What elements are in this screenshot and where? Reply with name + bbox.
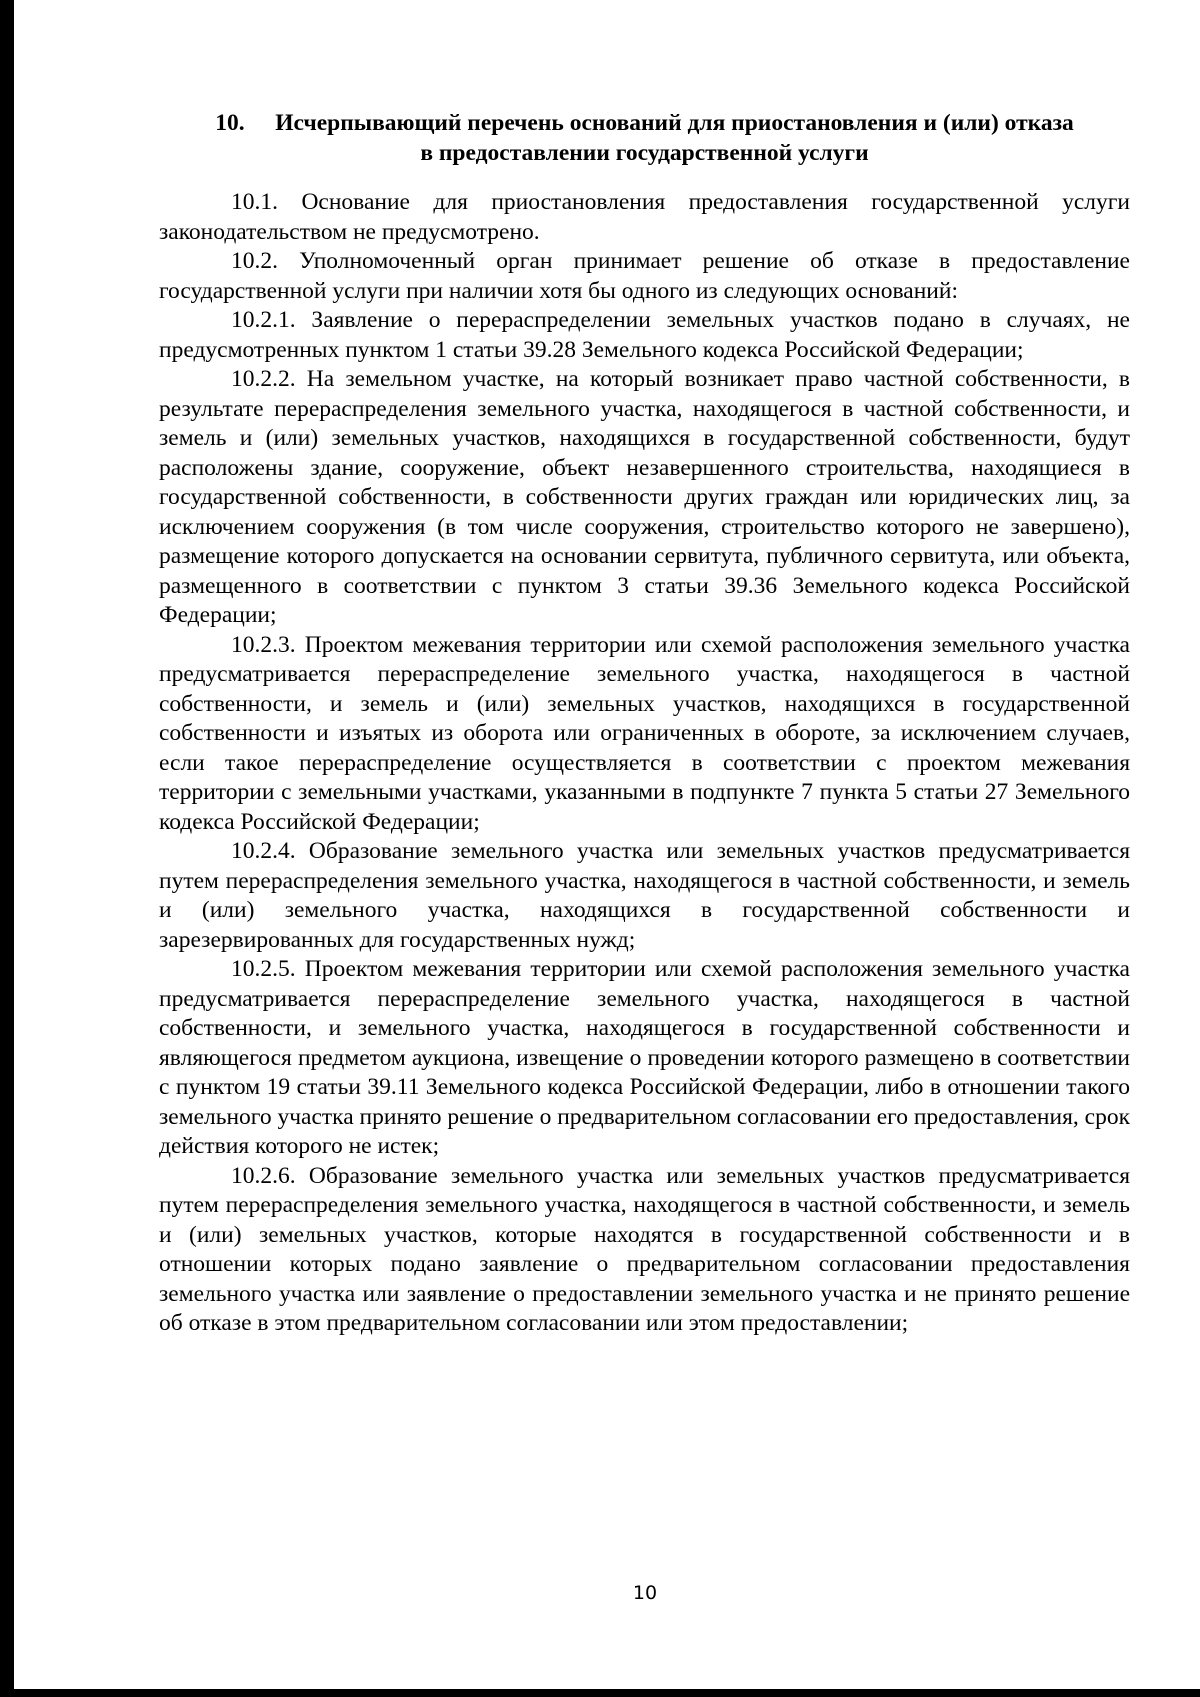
paragraph-10-2-6: 10.2.6. Образование земельного участка или земельных участков предусматривается путем перераспределения земельного участка, находящегося в частной собственности, и земель и (или) земельных участков, которые находятся в государственной собственности и в отношении которых подано заявление о предварительном согласовании предоставления земельного участка или заявление о предоставлении земельного участка и не принято решение об отказе в этом предварительном согласовании или этом предоставлении; [159, 1162, 1130, 1336]
page-content [159, 108, 1130, 1339]
section-number: 10. [215, 110, 245, 136]
paragraph-10-2-3: 10.2.3. Проектом межевания территории или схемой расположения земельного участка предусматривается перераспределение земельного участка, находящегося в частной собственности, и земель и (или) земельных участков, находящихся в государственной собственности и изъятых из оборота или ограниченных в обороте, за исключением случаев, если такое перераспределение осуществляется в соответствии с проектом межевания территории с земельными участками, указанными в подпункте 7 пункта 5 статьи 27 Земельного кодекса Российской Федерации; [159, 631, 1130, 835]
page-number: 10 [632, 1582, 658, 1604]
scan-border-left [0, 0, 14, 1697]
scan-border-bottom [0, 1689, 1200, 1697]
paragraph-10-2-5: 10.2.5. Проектом межевания территории или схемой расположения земельного участка предусматривается перераспределение земельного участка, находящегося в частной собственности, и земельного участка, находящегося в государственной собственности и являющегося предметом аукциона, извещение о проведении которого размещено в соответствии с пунктом 19 статьи 39.11 Земельного кодекса Российской Федерации, либо в отношении такого земельного участка принято решение о предварительном согласовании его предоставления, срок действия которого не истек; [159, 956, 1130, 1159]
paragraph-10-2-2: 10.2.2. На земельном участке, на который возникает право частной собственности, в результате перераспределения земельного участка, находящегося в частной собственности, и земель и (или) земельных участков, находящихся в государственной собственности, будут расположены здание, сооружение, объект незавершенного строительства, находящиеся в государственной собственности, в собственности других граждан или юридических лиц, за исключением сооружения (в том числе сооружения, строительство которого не завершено), размещение которого допускается на основании сервитута, публичного сервитута, или объекта, размещенного в соответствии с пунктом 3 статьи 39.36 Земельного кодекса Российской Федерации; [159, 366, 1130, 628]
paragraph-10-2: 10.2. Уполномоченный орган принимает решение об отказе в предоставление государственной услуги при наличии хотя бы одного из следующих оснований: [159, 248, 1130, 304]
section-heading-line1 [159, 108, 1130, 138]
paragraph-10-1: 10.1. Основание для приостановления предоставления государственной услуги законодательством не предусмотрено. [159, 189, 1130, 245]
section-title-line2: в предоставлении государственной услуги [420, 140, 869, 166]
section-heading [159, 108, 1130, 168]
paragraph-10-2-1: 10.2.1. Заявление о перераспределении земельных участков подано в случаях, не предусмотренных пунктом 1 статьи 39.28 Земельного кодекса Российской Федерации; [159, 307, 1130, 363]
section-title-line1: Исчерпывающий перечень оснований для приостановления и (или) отказа [275, 110, 1074, 136]
paragraph-10-2-4: 10.2.4. Образование земельного участка или земельных участков предусматривается путем перераспределения земельного участка, находящегося в частной собственности, и земель и (или) земельного участка, находящихся в государственной собственности и зарезервированных для государственных нужд; [159, 838, 1130, 953]
